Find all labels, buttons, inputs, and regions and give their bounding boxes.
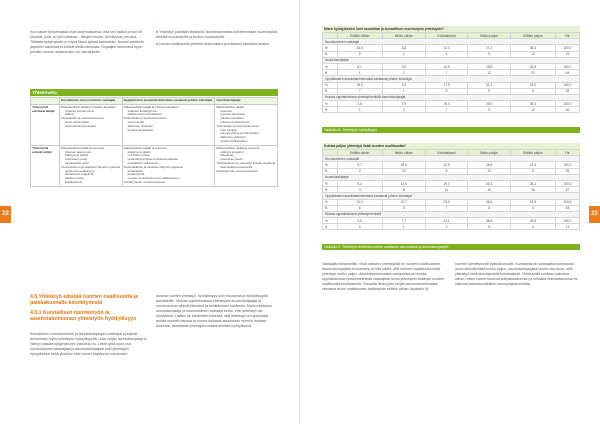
section-4-5-1-title: 4.5.1 Kunnallisen nuorisotyön ja asuntolatoiminnan yhteistyön hyödyllisyys <box>30 310 137 322</box>
summary-cell-line: Kohderyhmän monimuotoisuus <box>216 168 258 173</box>
t9-cell: 100,0 <box>555 199 579 205</box>
summary-cell-line: tutut toimijat <box>127 119 144 124</box>
t9-cell: 8 <box>425 168 468 174</box>
t8-group-label: Muissa oppilaitoksissa yhteistyöhenkilöt asuntolaohjaajat <box>323 94 580 100</box>
t8-cell: 31 <box>555 51 579 57</box>
t9-cell: 10 <box>468 168 510 174</box>
t9-cell: 28,6 <box>468 199 510 205</box>
summary-cell-line: Tiedonkulkuun ja vastuisiin liittyvät ongelmat <box>216 160 276 165</box>
t9-cell: 5,3 <box>337 180 382 186</box>
t8-cell: 7,9 <box>382 101 425 107</box>
summary-cell-line: resurssien puute <box>127 153 150 158</box>
t8-cell: 100,0 <box>555 63 579 69</box>
summary-cell <box>122 145 215 186</box>
t9-cell: 0 <box>337 224 382 230</box>
t8-col-header: Erittäin vähän <box>337 33 382 39</box>
t8-cell: 6,1 <box>337 63 382 69</box>
summary-cell-line: nuorten innostuminen ja osallistuminen <box>127 176 180 181</box>
t9-cell: 5 <box>468 224 510 230</box>
t8-row-unit: % <box>323 82 338 88</box>
summary-cell-line: aikapuute <box>220 153 234 158</box>
t9-cell: 16 <box>510 187 555 193</box>
t9-cell: 14,0 <box>382 180 425 186</box>
t8-col-header: Yht. <box>555 33 579 39</box>
page-number-left: 22 <box>0 206 11 223</box>
summary-cell-line: vastuun puute <box>65 176 84 181</box>
t8-cell: 3,0 <box>382 82 425 88</box>
t8-group-label: Oppilaitosten asuntolatoiminnasta vastaavat johdon edustajat <box>323 76 580 82</box>
summary-header-youth-services: Kunnallisten nuorisotoimien vastaajat <box>60 98 123 105</box>
summary-cell-line: etäisyys ja sijainti <box>65 153 89 158</box>
summary-cell-line: resurssien puute <box>220 157 243 162</box>
t9-cell: 25,0 <box>425 199 468 205</box>
t8-data-row <box>323 107 580 113</box>
t9-col-header: Erittäin paljon <box>510 150 555 156</box>
summary-cell-line: Tiedonkulku ja verkostoituminen <box>216 123 260 128</box>
summary-cell-line: Rakenteelliset tekijät ja yhteiset tavoitteet <box>61 104 116 109</box>
body-text-left-col1: Kunnallisten nuorisotoimien ja asuntolaohjaajien vastaajat pystyivät arvioimaan myös yhteistyön hyödyllisyyttä. Joka neljäs asuntolaohjaaja ei nähnyt vastata kysymykseen (taulukko 8). Lähes yhtä suuri osa nuorisotoimen vastaajista ja asuntolaohjaajista koki yhteistyön hyödylliseksi sekä yksilöön että nuoren käytännön toimintaan. <box>30 332 147 356</box>
t8-cell: 3,6 <box>382 45 425 51</box>
t9-cell: 14,3 <box>510 162 555 168</box>
t9-col-header: Melko vähän <box>382 150 425 156</box>
t9-cell: 1 <box>382 224 425 230</box>
summary-cell-line: tiedonkulun ongelmat <box>65 172 94 177</box>
t9-cell: 2 <box>337 168 382 174</box>
table8-caption: Taulukko 8. Yhteistyön hyödyllisyys <box>322 127 580 133</box>
t8-col-header: Melko vähän <box>382 33 425 39</box>
summary-cell-line: avoin tiedonvaihto <box>65 119 90 124</box>
section-4-5-title: 4.5 Yhteistyö edistää nuorten osallisuutta ja paikkakunnalle kiinnittymistä <box>30 294 139 306</box>
summary-cell-line: toimiva tiedonkulku <box>127 127 154 132</box>
t8-cell: 100,0 <box>555 101 579 107</box>
t8-cell: 32,8 <box>510 63 555 69</box>
t9-cell: 21,4 <box>337 199 382 205</box>
t9-cell: 14,3 <box>510 199 555 205</box>
body-text-left-col2: asuvaa nuorten yhteistyö, hyödyllisyys kuin muutamia ja hyödyllisyyttä tarkasteltiin. Muissa oppilaitoksissa yhteistyötä asuntolaohjaajat ja nuorisotoimet pitävät tärkeänä ja kehittämisen kohteena. Myös muutama asuntolaohjaaja ja nuorisotoimen vastaaja kertoi, ettei yhteistyö ole hyödyllistä. Lisäksi ne toimitettiin yhdessä, että yhteistyö on hyödyllisiä asioita nuorten kanssa ja nuoret haluavat asuntolaan ryhmiin mukaan tavaroita, tiedottavat yhteistyön muista asioista hyödyllisenä. <box>156 294 272 328</box>
summary-cell-line: fyysiset olosuhteet <box>220 112 245 117</box>
t8-cell: 12,3 <box>425 45 468 51</box>
summary-row-label: Yhteistyötä estävät tekijät <box>31 145 60 186</box>
t9-cell: 3 <box>337 187 382 193</box>
summary-cell-line: työnkuvan epäselvyys <box>65 168 95 173</box>
table8 <box>322 32 580 113</box>
t9-group-label: Muissa oppilaitoksissa yhteistyöhenkilöt <box>323 211 580 217</box>
t9-cell: 7 <box>425 205 468 211</box>
intro-bullet-2: Nuoret osallistuivat yhteisiin tilaisuuksiin ja kokemus tärkeänä asiana. <box>159 42 270 46</box>
t9-row-unit: % <box>323 162 338 168</box>
summary-table-header-row <box>31 98 278 105</box>
t9-cell: 4 <box>510 224 555 230</box>
summary-cell-line: Rakenteelliset tekijät ja resurssit <box>61 145 104 150</box>
summary-cell-line: Kohderyhmän monimuotoisuus <box>123 179 166 184</box>
t9-cell: 8 <box>382 187 425 193</box>
t8-group-label: Asuntolaohjaajat <box>323 57 580 63</box>
t9-cell: 19,3 <box>425 180 468 186</box>
summary-cell-line: Tiedonkulku ja verkostoituminen <box>61 116 104 121</box>
summary-cell-line: hyvät henkilösuhteet <box>220 138 248 143</box>
t8-cell: 64 <box>555 70 579 76</box>
summary-cell-line: Rakenteelliset tekijät ja resurssit <box>123 145 167 150</box>
summary-table-corner <box>31 98 60 105</box>
t9-cell: 22,9 <box>425 162 468 168</box>
page-number-right: 23 <box>589 206 600 223</box>
summary-cell-line: tiedonkulku ja tietosuoja <box>220 164 253 169</box>
t9-row-unit: % <box>323 218 338 224</box>
summary-cell-line: Rakenteelliset tekijät <box>216 104 244 109</box>
t9-cell: 4 <box>510 205 555 211</box>
summary-cell-line: Tiedonkulku ja verkostoituminen <box>123 116 167 121</box>
summary-cell-line: kohderyhmä <box>65 179 82 184</box>
t9-cell: 6 <box>337 205 382 211</box>
t8-cell: 1 <box>382 88 425 94</box>
t9-row-unit: % <box>323 199 338 205</box>
summary-cell-line: tutut toimijat <box>220 127 237 132</box>
summary-cell-line: resurssien puute <box>65 157 88 162</box>
t8-cell: 35,3 <box>510 45 555 51</box>
summary-cell-line: etäisyys ja sijainti <box>220 149 244 154</box>
summary-table-row <box>31 104 278 145</box>
t8-cell: 15,6 <box>337 45 382 51</box>
summary-cell-line: aktiivinen yhteistyö <box>220 135 246 140</box>
t8-row-unit: % <box>323 45 338 51</box>
t8-cell: 25,0 <box>337 82 382 88</box>
summary-cell-line: verkostoituneet toimijat <box>65 123 96 128</box>
t9-col-header: Melko paljon <box>468 150 510 156</box>
t8-cell: 21 <box>510 70 555 76</box>
summary-cell-line: yhteinen kohderyhmä <box>127 108 157 113</box>
table8-title: Miten hyödylliseksi koet asuntolan ja kunnallisen nuorisotyön yhteistyön? <box>322 26 580 32</box>
table9-caption: Taulukko 9. Yhteistyön lisäämä nuorten osallisuus asuntolassa ja asuntolaohjaajille. <box>322 244 580 250</box>
t8-col-header: Kohtalaisesti <box>425 33 468 39</box>
summary-cell-line: yhteisen ajan puute <box>65 149 92 154</box>
t9-cell: 35 <box>555 168 579 174</box>
table9-title: Kuinka paljon yhteistyö lisää nuorten osallisuutta? <box>322 143 580 149</box>
t8-cell: 27,2 <box>468 45 510 51</box>
t9-row-unit: N <box>323 168 338 174</box>
t8-cell: 7 <box>337 88 382 94</box>
t8-row-unit: N <box>323 70 338 76</box>
t8-cell: 2,8 <box>337 101 382 107</box>
t9-cell: 10,7 <box>382 199 425 205</box>
t9-cell: 0,0 <box>337 218 382 224</box>
summary-cell <box>215 145 278 186</box>
t9-col-header: Erittäin vähän <box>337 150 382 156</box>
t9-group-label: Oppilaitosten asuntolatoiminnasta vastaavat johdon edustajat <box>323 193 580 199</box>
t9-cell: 23,1 <box>425 218 468 224</box>
t9-cell: 8 <box>468 205 510 211</box>
summary-cell-line: resurssikysymykset kohdentamisessa <box>127 157 178 162</box>
t8-cell: 3 <box>382 107 425 113</box>
t9-group-label: Asuntolaohjaajat <box>323 174 580 180</box>
t8-cell: 6 <box>510 88 555 94</box>
t8-cell: 5 <box>425 88 468 94</box>
t9-cell: 3 <box>382 205 425 211</box>
t8-col-header: Melko paljon <box>468 33 510 39</box>
summary-cell-line: Rakenteelliset tekijät ja yhteiset tavoitteet <box>123 104 179 109</box>
t9-cell: 100,0 <box>555 180 579 186</box>
t8-cell: 100,0 <box>555 82 579 88</box>
summary-cell-line: etäisyys ja sijainti <box>127 149 151 154</box>
table9 <box>322 149 580 230</box>
intro-bullets: ■ Yhteistyö pidetään tärkeänä. Nuorisotoimessa kohdennetaan nuorisotyötä, etsivää nuorisotyötä ja koulun nuorisotyötä. ■ Nuoret osallistuivat yhteisiin tilaisuuksiin ja kokemus tärkeänä asiana. <box>156 30 278 46</box>
t9-cell: 19 <box>468 187 510 193</box>
t8-cell: 100,0 <box>555 45 579 51</box>
summary-cell-line: Tiedonkulkuun ja vastuisiin liittyvät ongelmat <box>123 164 183 169</box>
summary-cell-line: aktiivinen yhteistyö <box>127 123 153 128</box>
summary-cell-line: sijainti <box>65 112 74 117</box>
t8-cell: 1 <box>382 51 425 57</box>
t8-col-header: Erittäin paljon <box>510 33 555 39</box>
t8-cell: 25,0 <box>468 101 510 107</box>
summary-heading: Yhteenveto <box>30 89 278 96</box>
t9-cell: 28 <box>555 205 579 211</box>
t8-cell: 3,0 <box>382 63 425 69</box>
summary-cell-line: yhteiset tavoitteet <box>220 116 244 121</box>
summary-cell-line: Tiedonkulkuun ja vastuisiin liittyvät ongelmat <box>61 164 120 169</box>
summary-cell-line: toimiva yhteys ja tiedonkulku <box>220 131 259 136</box>
t8-cell: 2 <box>382 70 425 76</box>
summary-row-label: Yhteistyötä edistävät tekijät <box>31 104 60 145</box>
t8-cell: 5 <box>337 51 382 57</box>
summary-cell <box>60 104 123 145</box>
t8-cell: 1 <box>337 107 382 113</box>
t9-group-label: Nuorisotoimen vastaajat <box>323 156 580 162</box>
t9-cell: 11 <box>425 187 468 193</box>
t9-col-header: Kohtalaisesti <box>425 150 468 156</box>
t8-cell: 18,8 <box>468 63 510 69</box>
summary-table <box>30 97 278 187</box>
summary-cell <box>122 104 215 145</box>
t8-cell: 17,9 <box>425 82 468 88</box>
t8-cell: 28 <box>555 88 579 94</box>
body-text-right-col2: nuorten kiinnittymistä paikkakunnalle. Kuntasektorin vastaajista kolmasosa arvioi kiinnittymistä melko paljon. Asuntolaohjaajista suurin osa arvioi, että yhteistyö lisää kiinnittymistä kohtalaisesti. Yhteistyöllä voidaan vaikuttaa siihen, miten nuoret kokevat kotipaikkakunnan ja millaisia mahdollisuuksia he näkevät tulevaisuudelleen asuinpaikkakunnalla. <box>455 262 578 286</box>
summary-header-dorm-supervisors: Asuntolaohjaajat <box>215 98 278 105</box>
t9-data-row <box>323 224 580 230</box>
summary-cell-line: resurssit <box>220 108 232 113</box>
t8-row-unit: N <box>323 88 338 94</box>
t9-cell: 100,0 <box>555 218 579 224</box>
t9-cell: 28,6 <box>382 162 425 168</box>
summary-cell-line: tiedonkulku <box>127 168 143 173</box>
t9-row-unit: N <box>323 205 338 211</box>
t9-row-unit: N <box>323 224 338 230</box>
t8-cell: 7 <box>425 107 468 113</box>
summary-cell-line: henkilöstön vaihtuvuus <box>127 160 159 165</box>
summary-cell-line: yhteinen kohderyhmä <box>65 108 94 113</box>
t9-cell: 7,7 <box>382 218 425 224</box>
t9-cell: 3 <box>425 224 468 230</box>
t8-cell: 32,1 <box>468 82 510 88</box>
t8-cell: 7 <box>425 70 468 76</box>
t9-cell: 57 <box>555 187 579 193</box>
t9-cell: 28,6 <box>468 162 510 168</box>
intro-text-col1: Kun naiset työryhmässä ovat kokemuksensa, että sen lisäksi ja kun he toimivat, joille on yhä vaikeaa... tietojen avulla. Selvityksiin perustui. Tällaisia kysymyksiä on myös tässä työssä tarkasteltu. Nuoret kehittivät järjestön toimintaa ja tekivät siellä toimintaa. Ohjaajien tukemana hyvin pienikin nuoren antama apu voi olla tärkeää. <box>30 30 144 54</box>
t9-row-unit: N <box>323 187 338 193</box>
summary-cell <box>60 145 123 186</box>
summary-cell-line: Rakenteelliset tekijät ja resurssit <box>216 145 260 150</box>
summary-cell-line: kohderyhmä <box>127 172 145 177</box>
t8-cell: 12 <box>468 70 510 76</box>
summary-cell <box>215 104 278 145</box>
t8-cell: 9 <box>468 51 510 57</box>
t8-cell: 22,0 <box>510 82 555 88</box>
intro-bullet-1: Yhteistyö pidetään tärkeänä. Nuorisotoimessa kohdennetaan nuorisotyötä, etsivää nuorisotyötä ja koulun nuorisotyötä. <box>156 30 278 39</box>
t8-cell: 35,3 <box>510 101 555 107</box>
t9-cell: 13 <box>555 224 579 230</box>
t8-cell: 10,9 <box>425 63 468 69</box>
t9-cell: 100,0 <box>555 162 579 168</box>
t8-cell: 12 <box>510 107 555 113</box>
t9-row-unit: % <box>323 180 338 186</box>
summary-cell-line: asuntoloiden koko <box>65 160 90 165</box>
t8-cell: 12 <box>510 51 555 57</box>
t9-cell: 28,1 <box>510 180 555 186</box>
t8-cell: 36 <box>555 107 579 113</box>
t9-cell: 5 <box>510 168 555 174</box>
t9-cell: 5,7 <box>337 162 382 168</box>
t8-row-unit: N <box>323 51 338 57</box>
t8-group-label: Nuorisotoimen vastaajat <box>323 39 580 45</box>
summary-header-school-management: Oppilaitosten asuntolatoiminnasta vastaavat johdon edustajat <box>122 98 215 105</box>
t8-cell: 9 <box>468 88 510 94</box>
t9-cell: 38,5 <box>468 218 510 224</box>
t8-cell: 19,4 <box>425 101 468 107</box>
t8-row-unit: N <box>323 107 338 113</box>
t8-row-unit: % <box>323 101 338 107</box>
summary-cell-line: vakiintuneet toimintatavat <box>127 112 162 117</box>
t8-cell: 4 <box>425 51 468 57</box>
t9-cell: 33,3 <box>468 180 510 186</box>
t9-cell: 30,8 <box>510 218 555 224</box>
summary-cell-line: yhteinen kohderyhmä <box>220 119 249 124</box>
t9-cell: 10 <box>382 168 425 174</box>
summary-table-row <box>31 145 278 186</box>
t8-row-unit: % <box>323 63 338 69</box>
body-text-right-col1: Vastaajilta tiedusteltiin, mikä vaikutus yhteistyöllä on nuorten osallisuuteen. Asuntolaohjaajista kolmannes oli sitä mieltä, että nuorten osallisuutta lisää yhteistyö melko paljon. Asuntolatoiminnasta vastaavista ja muissa oppilaitoksissa työskentelevistä vastaajista arvioi yhteistyön lisäävän nuorten osallisuutta kohtalaisesti. Toisaalta lähes joka neljäs asuntolatoiminnasta vastaava arvioi osallisuuden lisääntyvän erittäin vähän (taulukko 9). <box>322 262 445 291</box>
t9-col-header: Yht. <box>555 150 579 156</box>
t8-cell: 9 <box>468 107 510 113</box>
t8-cell: 1 <box>337 70 382 76</box>
